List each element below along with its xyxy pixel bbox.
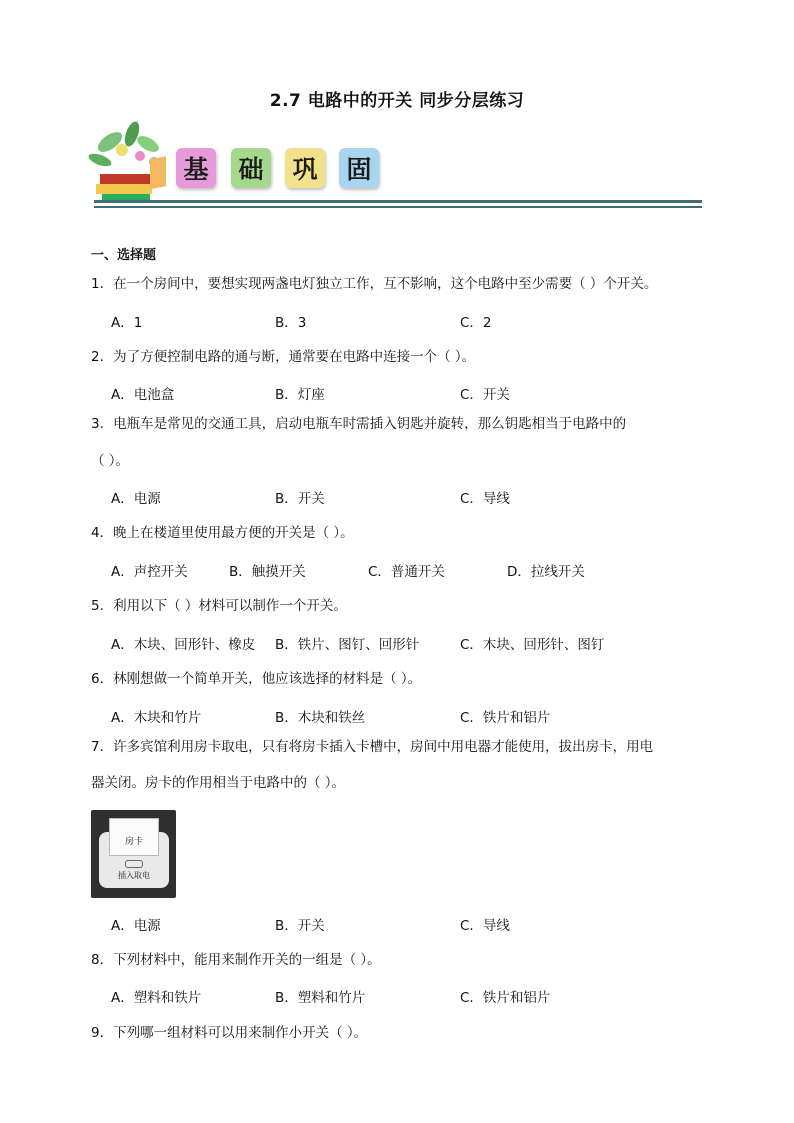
page-title: 2.7 电路中的开关 同步分层练习	[269, 91, 525, 111]
option-b: B．触摸开关	[229, 564, 306, 580]
option-a: A．木块和竹片	[111, 710, 202, 726]
option-c: C．2	[460, 315, 492, 331]
room-card-photo	[91, 810, 176, 898]
option-a: A．木块、回形针、橡皮	[111, 637, 256, 653]
question-7-line-2: 器关闭。房卡的作用相当于电路中的（ ）。	[91, 775, 346, 791]
slot-label: 插入取电	[118, 871, 150, 880]
banner-tile-2: 础	[231, 148, 271, 188]
option-b: B．木块和铁丝	[275, 710, 366, 726]
option-c: C．导线	[460, 491, 510, 507]
option-b: B．塑料和竹片	[275, 990, 366, 1006]
question-3-options	[91, 487, 711, 507]
option-d: D．拉线开关	[507, 564, 585, 580]
option-a: A．1	[111, 315, 143, 331]
option-a: A．电源	[111, 491, 161, 507]
option-c: C．铁片和铝片	[460, 710, 551, 726]
option-a: A．塑料和铁片	[111, 990, 202, 1006]
option-c: C．导线	[460, 918, 510, 934]
option-b: B．开关	[275, 918, 325, 934]
option-a: A．电源	[111, 918, 161, 934]
option-a: A．声控开关	[111, 564, 188, 580]
question-8-options	[91, 986, 711, 1006]
question-8: 8．下列材料中，能用来制作开关的一组是（ ）。	[91, 952, 381, 968]
option-a: A．电池盒	[111, 387, 175, 403]
banner-divider-bottom	[94, 206, 702, 208]
question-2: 2．为了方便控制电路的通与断，通常要在电路中连接一个（ ）。	[91, 349, 476, 365]
question-7-line-1: 7．许多宾馆利用房卡取电，只有将房卡插入卡槽中，房间中用电器才能使用，拔出房卡，用电	[91, 739, 654, 755]
banner-divider-top	[94, 200, 702, 203]
option-c: C．普通开关	[368, 564, 445, 580]
section-title: 一、选择题	[91, 248, 157, 263]
option-c: C．开关	[460, 387, 510, 403]
question-6-options	[91, 706, 711, 726]
question-7-options	[91, 914, 711, 934]
banner-tile-4: 固	[339, 148, 379, 188]
books-plant-illustration	[88, 120, 172, 206]
room-card: 房卡	[109, 818, 159, 856]
question-1-options	[91, 311, 711, 331]
question-1: 1．在一个房间中，要想实现两盏电灯独立工作，互不影响，这个电路中至少需要（ ）个开关。	[91, 276, 658, 292]
option-b: B．开关	[275, 491, 325, 507]
question-4: 4．晚上在楼道里使用最方便的开关是（ ）。	[91, 525, 354, 541]
option-b: B．3	[275, 315, 307, 331]
question-2-options	[91, 383, 711, 403]
question-4-options	[91, 560, 711, 580]
option-c: C．木块、回形针、图钉	[460, 637, 605, 653]
question-3-line-1: 3．电瓶车是常见的交通工具，启动电瓶车时需插入钥匙并旋转，那么钥匙相当于电路中的	[91, 416, 627, 432]
option-b: B．灯座	[275, 387, 325, 403]
option-c: C．铁片和铝片	[460, 990, 551, 1006]
banner-tile-1: 基	[176, 148, 216, 188]
question-9: 9．下列哪一组材料可以用来制作小开关（ ）。	[91, 1025, 368, 1041]
section-banner	[88, 120, 704, 212]
banner-tile-3: 巩	[285, 148, 325, 188]
question-6: 6．林刚想做一个简单开关，他应该选择的材料是（ ）。	[91, 671, 422, 687]
question-5: 5．利用以下（ ）材料可以制作一个开关。	[91, 598, 347, 614]
question-5-options	[91, 633, 711, 653]
question-3-line-2: （ ）。	[91, 453, 130, 469]
option-b: B．铁片、图钉、回形针	[275, 637, 420, 653]
slot-icon	[125, 860, 143, 868]
